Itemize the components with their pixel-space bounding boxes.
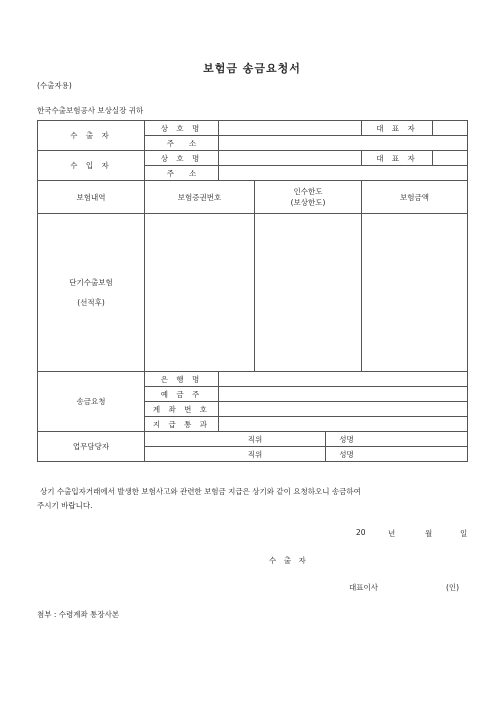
bank-field[interactable] [219, 372, 468, 387]
exporter-address-field[interactable] [219, 136, 468, 151]
exporter-ceo-field[interactable] [433, 121, 468, 136]
amount-field[interactable] [362, 214, 468, 372]
body-text-line1: 상기 수출입자거래에서 발생한 보험사고와 관련한 보험금 지급은 상기와 같이 요청하오니 송금하여 [40, 487, 361, 496]
account-field[interactable] [219, 402, 468, 417]
name-field-1[interactable]: 성명 [326, 432, 468, 447]
method-field[interactable] [219, 417, 468, 432]
importer-ceo-label: 대 표 자 [362, 151, 433, 166]
importer-company-label: 상 호 명 [145, 151, 219, 166]
name-field-2[interactable]: 성명 [326, 447, 468, 462]
importer-company-field[interactable] [219, 151, 362, 166]
importer-address-label: 주 소 [145, 166, 219, 181]
importer-label: 수 입 자 [38, 151, 145, 181]
exporter-company-label: 상 호 명 [145, 121, 219, 136]
account-label: 계 좌 번 호 [145, 402, 219, 417]
date-year: 20 [356, 528, 366, 537]
body-text-line2: 주시기 바랍니다. [37, 501, 93, 510]
date-month-label: 월 [425, 529, 433, 538]
method-label: 지 급 통 과 [145, 417, 219, 432]
header-limit: 인수한도 (보상한도) [255, 181, 362, 214]
header-amount: 보험금액 [362, 181, 468, 214]
request-form-table [37, 120, 468, 462]
date-day-label: 일 [460, 529, 468, 538]
seal-mark: (인) [446, 583, 460, 592]
date-year-label: 년 [388, 529, 396, 538]
header-policy-number: 보험증권번호 [145, 181, 255, 214]
page-title: 보험금 송금요청서 [203, 62, 301, 75]
form-note: (수출자용) [37, 81, 72, 90]
exporter-address-label: 주 소 [145, 136, 219, 151]
exporter-label: 수 출 자 [38, 121, 145, 151]
header-insurance-detail: 보험내역 [38, 181, 145, 214]
holder-field[interactable] [219, 387, 468, 402]
position-field-1[interactable]: 직위 [145, 432, 326, 447]
exporter-ceo-label: 대 표 자 [362, 121, 433, 136]
importer-address-field[interactable] [219, 166, 468, 181]
bank-label: 은 행 명 [145, 372, 219, 387]
holder-label: 예 금 주 [145, 387, 219, 402]
signer-exporter: 수 출 자 [269, 556, 306, 565]
person-label: 업무담당자 [38, 432, 145, 462]
policy-number-field[interactable] [145, 214, 255, 372]
position-field-2[interactable]: 직위 [145, 447, 326, 462]
exporter-company-field[interactable] [219, 121, 362, 136]
addressee: 한국수출보험공사 보상실장 귀하 [37, 106, 144, 115]
signer-ceo: 대표이사 [349, 583, 378, 592]
limit-field[interactable] [255, 214, 362, 372]
importer-ceo-field[interactable] [433, 151, 468, 166]
remit-label: 송금요청 [38, 372, 145, 432]
product-label: 단기수출보험 (선적후) [38, 214, 145, 372]
attachment-note: 첨부 : 수령계좌 통장사본 [37, 610, 120, 619]
